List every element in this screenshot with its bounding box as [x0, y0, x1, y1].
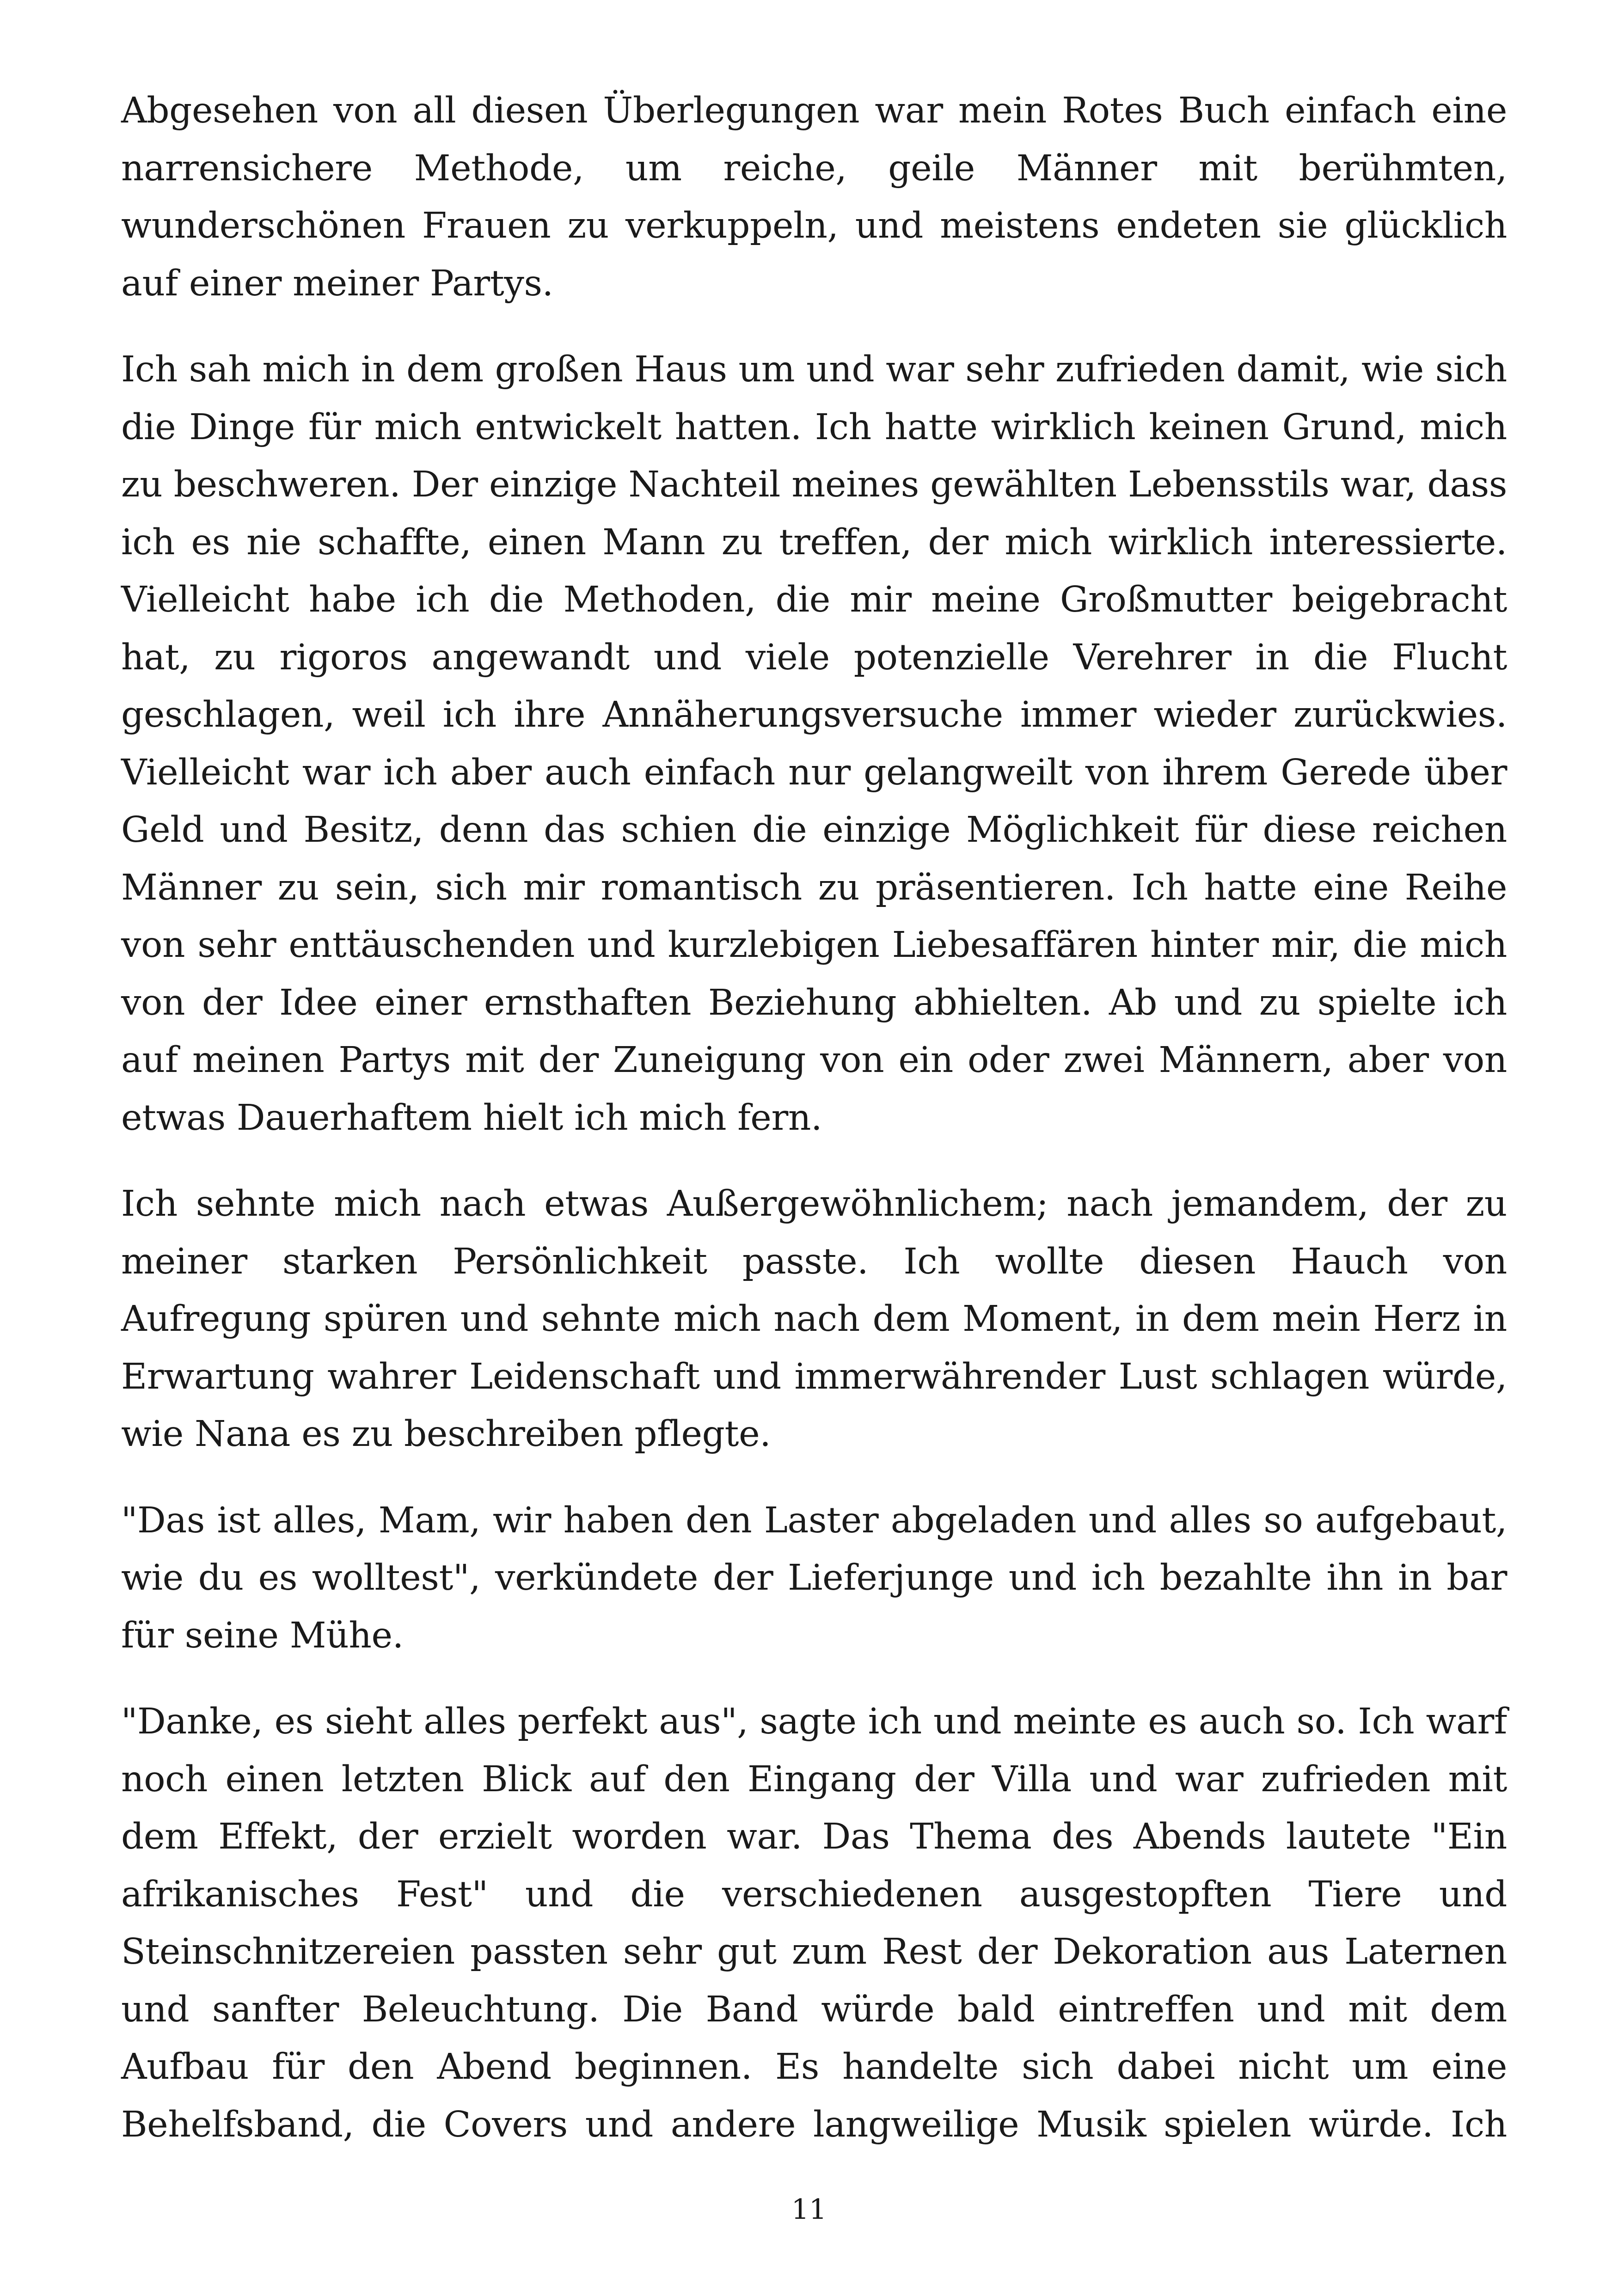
paragraph-5: "Danke, es sieht alles perfekt aus", sagte ich und meinte es auch so. Ich warf noch einen letzten Blick auf den Eingang der Villa und war zufrieden mit dem Effekt, der erzielt worden war. Das Thema des Abends lautete "Ein afrikanisches Fest" und die verschiedenen ausgestopften Tiere und Steinschnitzereien passten sehr gut zum Rest der Dekoration aus Laternen und sanfter Beleuchtung. Die Band würde bald eintreffen und mit dem Aufbau für den Abend beginnen. Es handelte sich dabei nicht um eine Behelfsband, die Covers und andere langweilige Musik spielen würde. Ich: [121, 1701, 1507, 2145]
page-body: [121, 82, 1507, 2154]
paragraph-1: Abgesehen von all diesen Überlegungen war mein Rotes Buch einfach eine narrensichere Methode, um reiche, geile Männer mit berühmten, wunderschönen Frauen zu verkuppeln, und meistens endeten sie glücklich auf einer meiner Partys.: [121, 90, 1507, 304]
paragraph-4: "Das ist alles, Mam, wir haben den Laster abgeladen und alles so aufgebaut, wie du es wolltest", verkündete der Lieferjunge und ich bezahlte ihn in bar für seine Mühe.: [121, 1500, 1507, 1656]
page-number: 11: [791, 2193, 827, 2226]
paragraph-3: Ich sehnte mich nach etwas Außergewöhnlichem; nach jemandem, der zu meiner starken Persönlichkeit passte. Ich wollte diesen Hauch von Aufregung spüren und sehnte mich nach dem Moment, in dem mein Herz in Erwartung wahrer Leidenschaft und immerwährender Lust schlagen würde, wie Nana es zu beschreiben pflegte.: [121, 1183, 1507, 1455]
paragraph-2: Ich sah mich in dem großen Haus um und war sehr zufrieden damit, wie sich die Dinge für mich entwickelt hatten. Ich hatte wirklich keinen Grund, mich zu beschweren. Der einzige Nachteil meines gewählten Lebensstils war, dass ich es nie schaffte, einen Mann zu treffen, der mich wirklich interessierte. Vielleicht habe ich die Methoden, die mir meine Großmutter beigebracht hat, zu rigoros angewandt und viele potenzielle Verehrer in die Flucht geschlagen, weil ich ihre Annäherungsversuche immer wieder zurückwies. Vielleicht war ich aber auch einfach nur gelangweilt von ihrem Gerede über Geld und Besitz, denn das schien die einzige Möglichkeit für diese reichen Männer zu sein, sich mir romantisch zu präsentieren. Ich hatte eine Reihe von sehr enttäuschenden und kurzlebigen Liebesaffären hinter mir, die mich von der Idee einer ernsthaften Beziehung abhielten. Ab und zu spielte ich auf meinen Partys mit der Zuneigung von ein oder zwei Männern, aber von etwas Dauerhaftem hielt ich mich fern.: [121, 349, 1507, 1139]
